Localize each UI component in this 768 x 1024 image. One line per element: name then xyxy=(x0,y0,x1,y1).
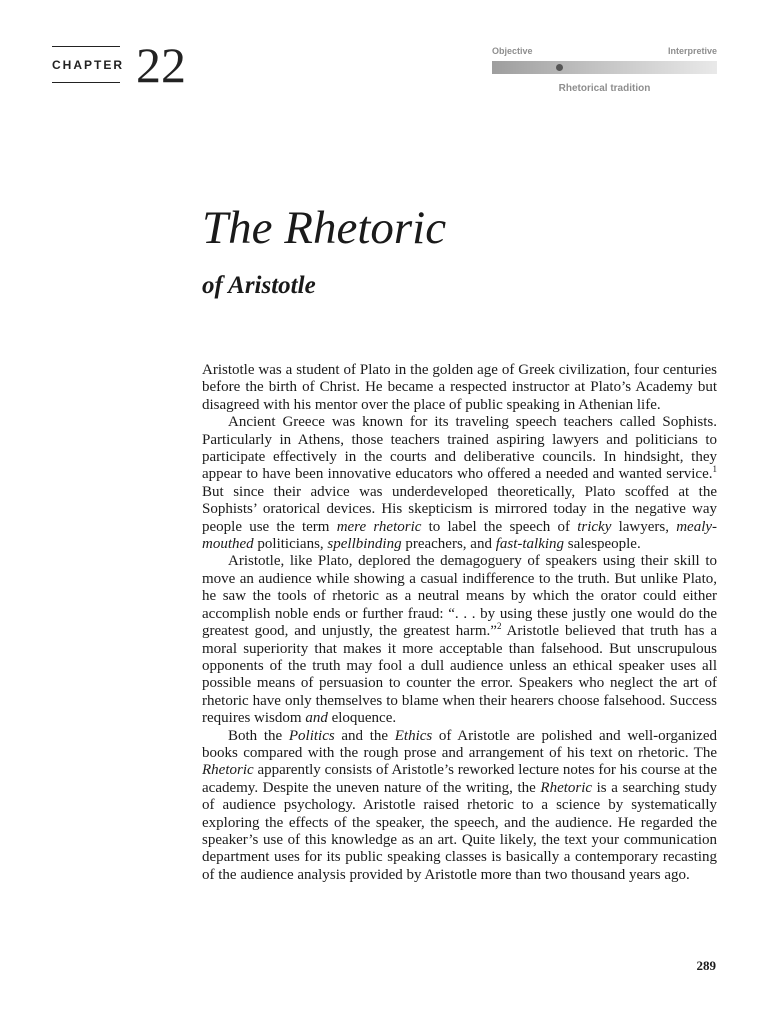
text-run: Aristotle believed that truth has a moral superiority that makes it more acceptable than falsehood. But unscrupulous opponents of the truth may fool a dull audience unless an ethical speaker uses all possible means of persuasion to counter the error. Speakers who neglect the art of rhetoric have only themselves to blame when their hearers choose falsehood. Success requires wisdom xyxy=(202,623,717,727)
chapter-label: CHAPTER xyxy=(52,58,125,72)
scale-right-label: Interpretive xyxy=(667,46,717,56)
text-run: But since their advice was underdeveloped theoretically, Plato scoffed at the Sophists’ oratorical devices. His skepticism is mirrored today in the negative way people use the term xyxy=(202,483,717,535)
body-paragraph xyxy=(202,362,717,414)
emphasis-text: Rhetoric xyxy=(202,762,254,779)
footnote-ref: 2 xyxy=(496,621,502,632)
text-run: Both the xyxy=(228,727,289,744)
chapter-rule-top xyxy=(52,46,120,47)
body-paragraph xyxy=(202,414,717,553)
body-paragraph xyxy=(202,728,717,885)
emphasis-text: fast-talking xyxy=(495,536,565,553)
text-run: and the xyxy=(334,727,395,744)
footnote-ref: 1 xyxy=(712,464,717,475)
text-run: of Aristotle are polished and well-organized books compared with the rough prose and arrangement of his text on rhetoric. The xyxy=(202,727,718,761)
text-run: Aristotle, like Plato, deplored the demagoguery of speakers using their skill to move an audience while showing a casual indifference to the truth. But unlike Plato, he saw the tools of rhetoric as a neutral means by which the orator could either accomplish noble ends or further fraud: “. . . by using these justly one would do the greatest good, and unjustly, the greatest harm.” xyxy=(202,553,717,640)
emphasis-text: Rhetoric xyxy=(540,779,593,796)
body-text xyxy=(202,362,717,884)
scale-labels xyxy=(492,46,717,56)
scale-marker xyxy=(556,64,563,71)
theory-scale xyxy=(492,46,717,94)
scale-bar xyxy=(492,61,717,74)
text-run: salespeople. xyxy=(564,536,641,553)
text-run: preachers, and xyxy=(401,536,496,553)
emphasis-text: spellbinding xyxy=(327,536,402,553)
emphasis-text: Politics xyxy=(288,727,335,744)
text-run: lawyers, xyxy=(611,518,677,535)
emphasis-text: mealy-mouthed xyxy=(202,518,718,553)
page-number: 289 xyxy=(696,958,716,973)
emphasis-text: tricky xyxy=(577,518,612,535)
emphasis-text: Ethics xyxy=(394,727,433,744)
text-run: apparently consists of Aristotle’s reworked lecture notes for his course at the academy. Despite the uneven nature of the writing, the xyxy=(202,762,717,796)
chapter-rule-bottom xyxy=(52,82,120,83)
emphasis-text: and xyxy=(305,710,328,727)
scale-left-label: Objective xyxy=(492,46,533,56)
page-title: The Rhetoric xyxy=(202,202,447,254)
text-run: politicians, xyxy=(253,536,328,553)
emphasis-text: mere rhetoric xyxy=(336,518,422,535)
text-run: to label the speech of xyxy=(421,518,578,535)
page-subtitle: of Aristotle xyxy=(202,272,316,299)
body-paragraph xyxy=(202,553,717,727)
text-run: eloquence. xyxy=(327,710,397,727)
text-run: is a searching study of audience psychology. Aristotle raised rhetoric to a science by systematically exploring the effects of the speaker, the speech, and the audience. He regarded the speaker’s use of this knowledge as an art. Quite likely, the text your communication department uses for its public speaking classes is basically a contemporary recasting of the audience analysis provided by Aristotle more than two thousand years ago. xyxy=(202,779,717,883)
scale-caption: Rhetorical tradition xyxy=(558,83,651,94)
text-run: Ancient Greece was known for its traveling speech teachers called Sophists. Particularly in Athens, those teachers trained aspiring lawyers and politicians to participate effectively in the courts and deliberative councils. In hindsight, they appear to have been innovative educators who offered a needed and wanted service. xyxy=(202,414,717,483)
chapter-number: 22 xyxy=(136,37,186,93)
text-run: Aristotle was a student of Plato in the golden age of Greek civilization, four centuries before the birth of Christ. He became a respected instructor at Plato’s Academy but disagreed with his mentor over the place of public speaking in Athenian life. xyxy=(202,362,717,413)
